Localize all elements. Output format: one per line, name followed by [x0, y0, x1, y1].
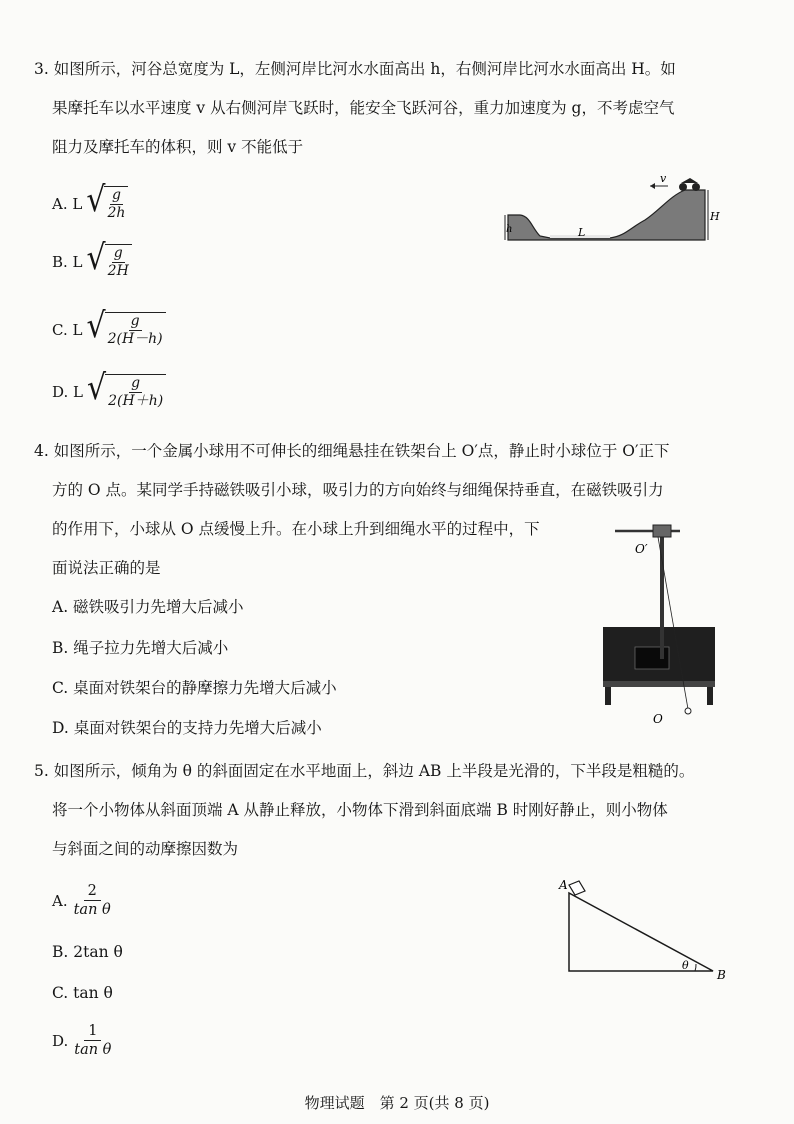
q5-figure-theta: θ	[682, 959, 689, 972]
q5-option-a-num: 2	[84, 882, 101, 901]
q4-text-line1: 4. 如图所示，一个金属小球用不可伸长的细绳悬挂在铁架台上 O′点，静止时小球位于 O′正下	[34, 442, 670, 460]
q5-text-line2: 将一个小物体从斜面顶端 A 从静止释放，小物体下滑到斜面底端 B 时刚好静止，则小物体	[52, 801, 668, 819]
q4-option-a[interactable]: A. 磁铁吸引力先增大后减小	[52, 598, 244, 616]
q5-text-line1: 5. 如图所示，倾角为 θ 的斜面固定在水平地面上，斜边 AB 上半段是光滑的，下半段是粗糙的。	[34, 762, 695, 780]
q3-option-b-label: B. L	[52, 253, 83, 271]
q3-option-d-num: g	[131, 375, 141, 391]
q5-option-b[interactable]: B. 2tan θ	[52, 943, 123, 961]
q3-option-d[interactable]: D. L √ $\frac{g}{2(H+h)}$	[52, 374, 166, 410]
q3-option-d-label: D. L	[52, 383, 83, 401]
q4-option-b[interactable]: B. 绳子拉力先增大后减小	[52, 639, 229, 657]
q3-option-c-label: C. L	[52, 321, 83, 339]
q3-figure-H: H	[710, 210, 720, 223]
q5-option-a-label: A.	[52, 891, 68, 910]
q3-text-line1: 3. 如图所示，河谷总宽度为 L，左侧河岸比河水水面高出 h，右侧河岸比河水水面高出 H。如	[34, 60, 676, 78]
q3-option-a[interactable]: A. L √ $\frac{g}{2h}$	[52, 186, 128, 222]
q4-stand-figure	[595, 515, 725, 730]
q4-option-c[interactable]: C. 桌面对铁架台的静摩擦力先增大后减小	[52, 679, 337, 697]
q5-option-d[interactable]	[52, 1022, 111, 1059]
q5-option-d-label: D.	[52, 1031, 69, 1050]
q3-figure-h: h	[506, 224, 513, 235]
q3-text-line3: 阻力及摩托车的体积，则 v 不能低于	[52, 138, 304, 156]
q3-figure-L: L	[578, 226, 586, 239]
q4-figure-Oprime: O′	[635, 542, 648, 556]
q3-valley-figure	[500, 170, 725, 250]
q3-figure-v: v	[660, 172, 667, 185]
q5-figure-B: B	[717, 968, 726, 982]
q3-option-c[interactable]: C. L √ $\frac{g}{2(H-h)}$	[52, 312, 166, 348]
q3-option-c-den: 2(H－h)	[107, 331, 163, 347]
q4-option-d[interactable]: D. 桌面对铁架台的支持力先增大后减小	[52, 719, 322, 737]
q3-option-a-den: 2h	[107, 205, 126, 221]
q3-option-d-den: 2(H＋h)	[108, 393, 164, 409]
q5-option-d-num: 1	[84, 1022, 101, 1041]
q5-option-d-den: tan θ	[74, 1042, 112, 1058]
q4-figure-O: O	[653, 712, 663, 726]
q3-option-b-num: g	[113, 245, 123, 261]
q5-incline-figure	[555, 875, 745, 985]
q3-option-b[interactable]: B. L √ $\frac{g}{2H}$	[52, 244, 132, 280]
q5-option-a[interactable]	[52, 882, 111, 919]
page-footer: 物理试题 第 2 页(共 8 页)	[304, 1094, 490, 1112]
q5-text-line3: 与斜面之间的动摩擦因数为	[52, 840, 239, 858]
q5-option-c[interactable]: C. tan θ	[52, 984, 113, 1002]
q3-option-a-num: g	[111, 187, 121, 203]
q4-text-line2: 方的 O 点。某同学手持磁铁吸引小球，吸引力的方向始终与细绳保持垂直，在磁铁吸引力	[52, 481, 664, 499]
q5-option-a-den: tan θ	[73, 902, 111, 918]
q3-text-line2: 果摩托车以水平速度 v 从右侧河岸飞跃时，能安全飞跃河谷，重力加速度为 g，不考虑空气	[52, 99, 675, 117]
q4-text-line4: 面说法正确的是	[52, 559, 161, 577]
q3-option-a-label: A. L	[52, 195, 83, 213]
q4-text-line3: 的作用下，小球从 O 点缓慢上升。在小球上升到细绳水平的过程中，下	[52, 520, 540, 538]
q3-option-b-den: 2H	[107, 263, 129, 279]
q3-option-c-num: g	[130, 313, 140, 329]
q5-figure-A: A	[559, 878, 568, 892]
